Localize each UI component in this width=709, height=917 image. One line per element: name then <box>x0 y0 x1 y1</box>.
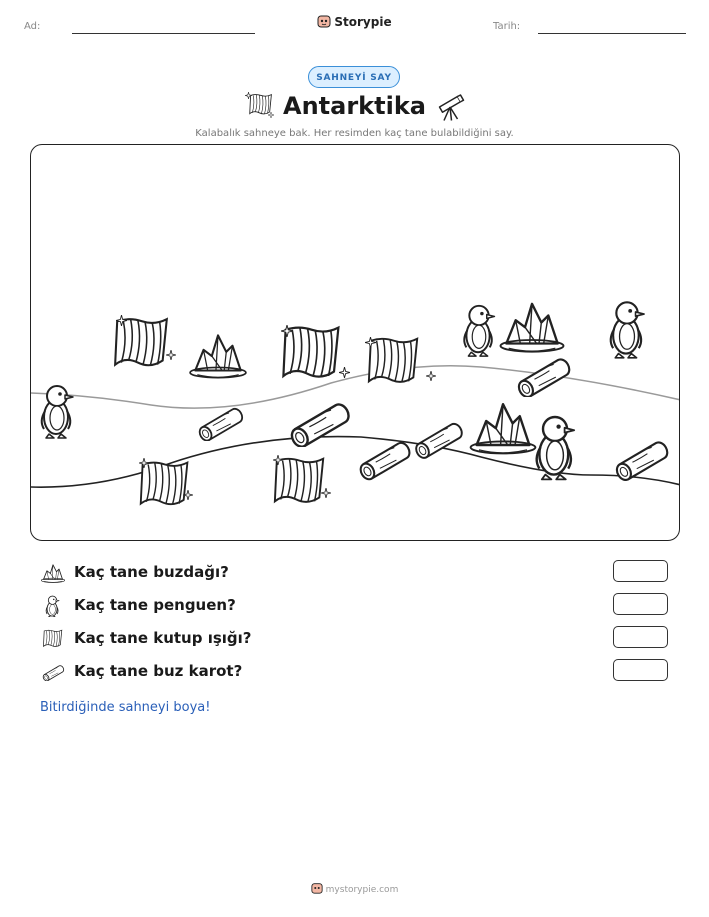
brand-logo <box>0 14 709 29</box>
aurora-icon <box>281 325 350 378</box>
coloring-note: Bitirdiğinde sahneyi boya! <box>40 700 211 715</box>
answer-box[interactable] <box>613 560 668 582</box>
ice-core-icon <box>289 404 349 449</box>
footer <box>0 882 709 895</box>
answer-box[interactable] <box>613 659 668 681</box>
activity-badge: SAHNEYİ SAY <box>308 66 400 88</box>
question-row-ice-core <box>40 659 680 685</box>
date-label: Tarih: <box>493 21 521 32</box>
penguin-icon <box>611 302 644 357</box>
aurora-icon <box>40 628 66 650</box>
page-title: Antarktika <box>283 92 426 120</box>
ice-core-icon <box>516 359 569 399</box>
question-row-aurora <box>40 626 680 652</box>
question-text: Kaç tane penguen? <box>74 596 236 614</box>
ground-line-back <box>31 366 680 408</box>
iceberg-icon <box>471 404 536 453</box>
question-text: Kaç tane buzdağı? <box>74 563 229 581</box>
answer-box[interactable] <box>613 593 668 615</box>
penguin-icon <box>40 595 66 617</box>
ice-core-icon <box>358 443 409 482</box>
question-row-penguin <box>40 593 680 619</box>
question-text: Kaç tane kutup ışığı? <box>74 629 252 647</box>
storypie-logo-icon <box>317 14 331 28</box>
aurora-icon <box>115 315 176 366</box>
instructions: Kalabalık sahneye bak. Her resimden kaç tane bulabildiğini say. <box>195 128 514 139</box>
aurora-icon <box>365 337 436 382</box>
antarctica-scene <box>31 145 680 541</box>
storypie-logo-icon <box>311 882 323 894</box>
name-label: Ad: <box>24 21 41 32</box>
ice-core-icon <box>40 661 66 683</box>
aurora-icon <box>139 458 193 505</box>
date-line[interactable] <box>538 33 686 34</box>
iceberg-icon <box>190 335 246 377</box>
footer-url: mystorypie.com <box>325 885 399 895</box>
brand-name: Storypie <box>334 15 392 29</box>
name-line[interactable] <box>72 33 255 34</box>
ice-core-icon <box>614 442 667 482</box>
answer-box[interactable] <box>613 626 668 648</box>
penguin-icon <box>42 386 73 438</box>
penguin-icon <box>464 306 494 356</box>
scene-picture <box>30 144 680 541</box>
iceberg-icon <box>501 304 564 352</box>
question-text: Kaç tane buz karot? <box>74 662 243 680</box>
iceberg-icon <box>40 562 66 584</box>
ground-line-front <box>31 437 680 488</box>
question-row-iceberg <box>40 560 680 586</box>
aurora-icon <box>273 455 331 502</box>
telescope-icon <box>435 92 465 122</box>
ice-core-icon <box>197 409 242 443</box>
ice-core-icon <box>414 424 462 460</box>
